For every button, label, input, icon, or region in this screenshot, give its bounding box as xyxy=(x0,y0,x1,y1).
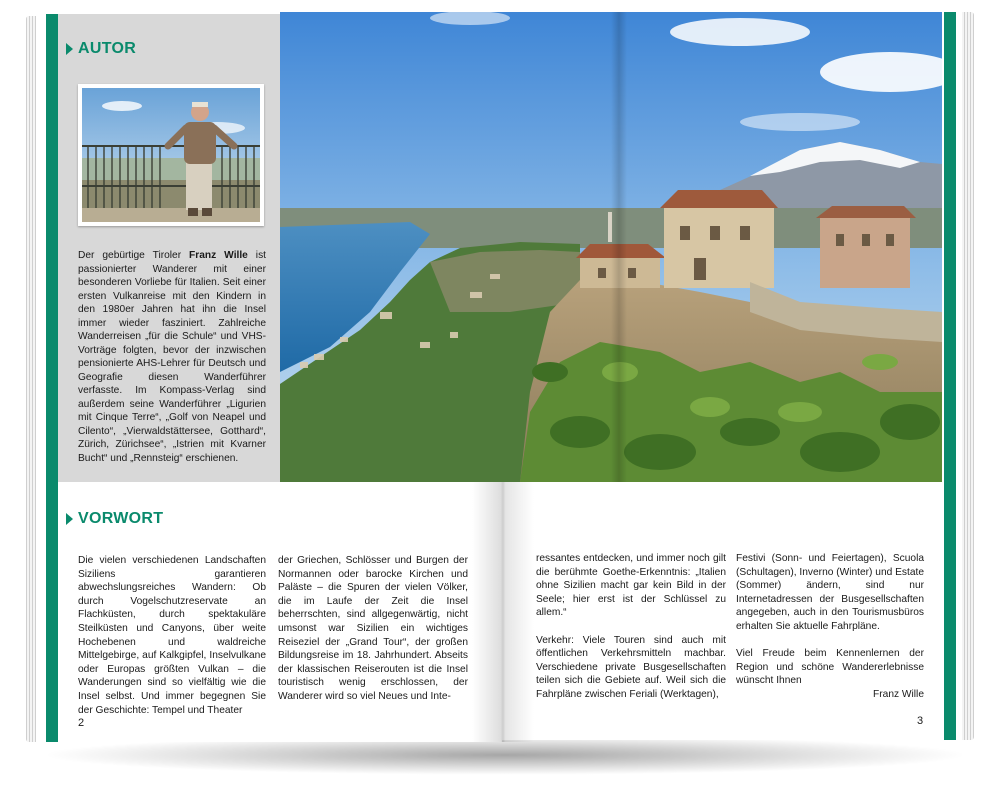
taormina-etna-panorama-photo xyxy=(280,12,942,482)
page-edges-right xyxy=(962,12,974,740)
author-photo xyxy=(78,84,264,226)
vorwort-column-1: Die vielen verschiedenen Landschaften Siziliens garantieren abwechslungsreiches Wandern: Ob durch Vogelschutzreservate an Flachküsten, durch spektakuläre Steilküsten und Canyons, über weite Hochebenen und waldreiche Mittelgebirge, auf Kalkgipfel, Inselvulkane oder Europas größten Vulkan – die Wanderungen sind so vielfältig wie die Insel selbst. Und immer begegnen Sie der Geschichte: Tempel und Theater xyxy=(78,555,266,716)
vorwort-column-3: ressantes entdecken, und immer noch gilt die berühmte Goethe-Erkenntnis: „Italien ohne Sizilien macht gar kein Bild in der Seele; hier erst ist der Schlüssel zu allem.“ Verkehr: Viele Touren sind auch mit öffentlichen Verkehrsmitteln machbar. Verschiedene private Busgesellschaften teilen sich die Gebiete auf. Weil sich die Fahrpläne zwischen Feriali (Werktagen), xyxy=(536,553,726,700)
page-accent-bar-right xyxy=(944,12,956,740)
author-photo-image xyxy=(82,88,260,222)
page-number-right: 3 xyxy=(917,715,924,727)
heading-marker-icon xyxy=(66,43,73,55)
signature: Franz Wille xyxy=(873,688,924,700)
vorwort-column-4: Festivi (Sonn- und Feiertagen), Scuola (Schultagen), Inverno (Winter) und Estate (Sommer) ändern, sind nur Internetadressen der Busgesellschaften angegeben, auch in den Tourismusbüros erhalten Sie aktuelle Fahrpläne. Viel Freude beim Kennenlernen der Region und schöne Wandererlebnisse wünscht Ihnen Franz Wille xyxy=(736,553,924,700)
heading-marker-icon xyxy=(66,513,73,525)
vorwort-column-2: der Griechen, Schlösser und Burgen der Normannen oder barocke Kirchen und Paläste – die Spuren der vielen Völker, die im Laufe der Zeit die Insel beherrschten, sind allgegenwärtig, nicht umsonst war Sizilien ein wichtiges Reiseziel der „Grand Tour“, der großen Bildungsreise im 18. Jahrhundert. Abseits der klassischen Reiserouten ist die Insel touristisch wenig erschlossen, der Wanderer wird so viel Neues und Inte- xyxy=(278,555,468,702)
author-name: Franz Wille xyxy=(189,250,248,261)
page-number-left: 2 xyxy=(78,717,85,729)
page-accent-bar-left xyxy=(46,14,58,742)
vorwort-heading: VORWORT xyxy=(78,510,163,528)
open-book xyxy=(36,12,962,742)
page-edges-left xyxy=(26,16,36,742)
author-bio: Der gebürtige Tiroler Franz Wille ist passionierter Wanderer mit einer besonderen Vorliebe für Italien. Seit einer ersten Vulkanreise mit den Kindern in den 1980er Jahren hat ihn die Insel immer wieder fasziniert. Zahlreiche Wanderreisen „für die Schule“ und VHS-Vorträge folgten, bevor der inzwischen pensionierte AHS-Lehrer für Deutsch und Geografie diesen Wanderführer verfasste. Im Kompass-Verlag sind außerdem seine Wanderführer „Ligurien mit Cinque Terre“, „Golf von Neapel und Cilento“, „Vierwaldstättersee, Gotthard“, Zürich, Zürichsee“, „Istrien mit Kvarner Bucht“ und „Rennsteig“ erschienen. xyxy=(78,250,266,464)
autor-heading: AUTOR xyxy=(78,40,136,58)
